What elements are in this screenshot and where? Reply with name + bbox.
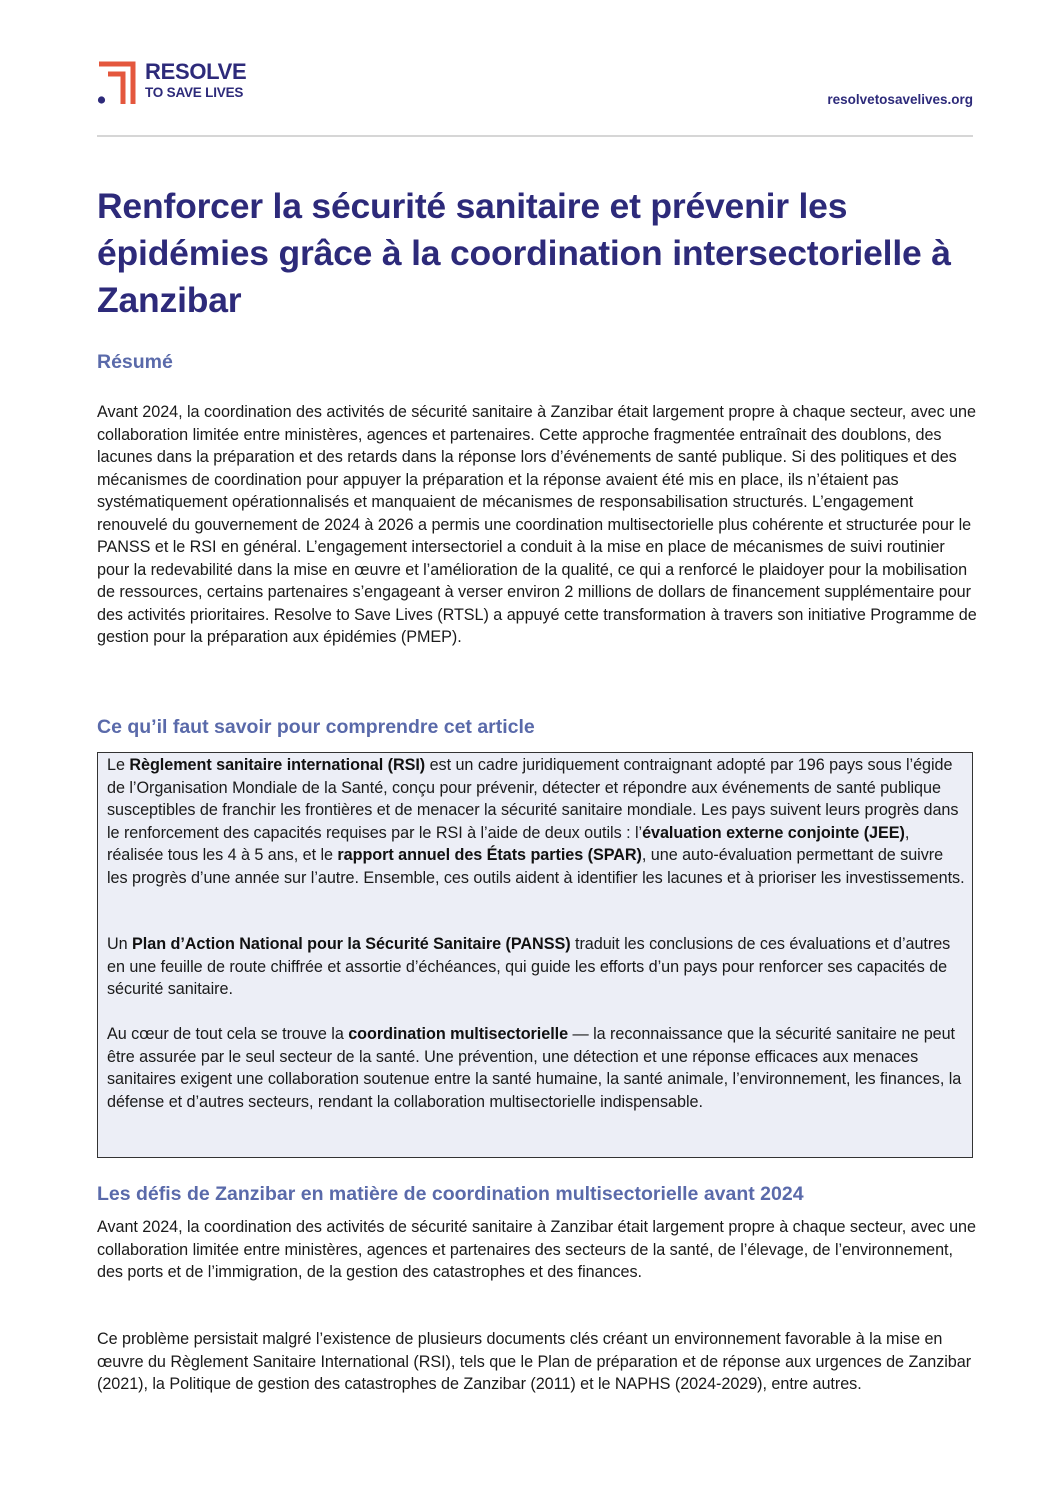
- text-run: Un: [107, 935, 133, 953]
- context-paragraph-panss: [107, 933, 967, 1001]
- challenges-paragraph-1: Avant 2024, la coordination des activités de sécurité sanitaire à Zanzibar était largement propre à chaque secteur, avec une collaboration limitée entre ministères, agences et partenaires des secteurs de la santé, de l’élevage, de l’environnement, des ports et de l’immigration, de la gestion des catastrophes et des finances.: [97, 1218, 976, 1281]
- logo-line-2: TO SAVE LIVES: [145, 85, 244, 100]
- logo[interactable]: [97, 60, 257, 106]
- text-run: traduit les conclusions de ces évaluations et d’autres en une feuille de route chiffrée et assortie d’échéances, qui guide les efforts d’un pays pour renforcer ses capacités de sécurité sanitaire.: [107, 935, 951, 998]
- term-ihr: Règlement sanitaire international (RSI): [129, 756, 426, 774]
- logo-wordmark: [145, 61, 246, 100]
- text-run: Le: [107, 756, 130, 774]
- site-url-link[interactable]: resolvetosavelives.org: [827, 92, 973, 107]
- text-run: est un cadre juridiquement contraignant adopté par 196 pays sous l’égide de l’Organisation Mondiale de la Santé, conçu pour prévenir, détecter et répondre aux événements de santé publique susceptibles de franchir les frontières et de menacer la sécurité sanitaire mondiale. Les pays suivent leurs progrès dans le renforcement des capacités requises par le RSI à l’aide de deux outils : l’: [107, 756, 959, 842]
- logo-line-1: RESOLVE: [145, 59, 247, 84]
- summary-heading: Résumé: [97, 351, 173, 373]
- context-paragraph-coordination: [107, 1023, 967, 1113]
- resolve-logo-icon: [97, 60, 137, 106]
- text-run: , réalisée tous les 4 à 5 ans, et le: [107, 823, 910, 864]
- term-spar: rapport annuel des États parties (SPAR): [337, 846, 642, 864]
- challenges-heading: Les défis de Zanzibar en matière de coordination multisectorielle avant 2024: [97, 1183, 804, 1205]
- context-paragraph-ihr: [107, 754, 967, 889]
- page-title: Renforcer la sécurité sanitaire et prévenir les épidémies grâce à la coordination intersectorielle à Zanzibar: [97, 186, 951, 320]
- text-run: — la reconnaissance que la sécurité sanitaire ne peut être assurée par le seul secteur de la santé. Une prévention, une détection et une réponse efficaces aux menaces sanitaires exigent une collaboration soutenue entre la santé humaine, la santé animale, l’environnement, les finances, la défense et d’autres secteurs, rendant la collaboration multisectorielle indispensable.: [107, 1025, 962, 1111]
- summary-paragraph: Avant 2024, la coordination des activités de sécurité sanitaire à Zanzibar était largement propre à chaque secteur, avec une collaboration limitée entre ministères, agences et partenaires. Cette approche fragmentée entraînait des doublons, des lacunes dans la préparation et des retards dans la réponse lors d’événements de santé publique. Si des politiques et des mécanismes de coordination pour appuyer la préparation et la réponse avaient été mis en place, ils n’étaient pas systématiquement opérationnalisés et manquaient de mécanismes de responsabilisation structurés. L’engagement renouvelé du gouvernement de 2024 à 2026 a permis une coordination multisectorielle plus cohérente et structurée pour le PANSS et le RSI en général. L’engagement intersectoriel a conduit à la mise en place de mécanismes de suivi routinier pour la redevabilité dans la mise en œuvre et l’amélioration de la qualité, ce qui a renforcé le plaidoyer pour la mobilisation de ressources, certains partenaires s’engageant à verser environ 2 millions de dollars de financement supplémentaire pour des activités prioritaires. Resolve to Save Lives (RTSL) a appuyé cette transformation à travers son initiative Programme de gestion pour la préparation aux épidémies (PMEP).: [97, 403, 977, 646]
- text-run: , une auto-évaluation permettant de suivre les progrès d’une année sur l’autre. Ensemble, ces outils aident à identifier les lacunes et à prioriser les investissements.: [107, 846, 965, 887]
- text-run: Au cœur de tout cela se trouve la: [107, 1025, 349, 1043]
- header-divider: [97, 135, 973, 137]
- term-panss: Plan d’Action National pour la Sécurité Sanitaire (PANSS): [132, 935, 571, 953]
- term-multisectoral-coordination: coordination multisectorielle: [348, 1025, 569, 1043]
- context-heading: Ce qu’il faut savoir pour comprendre cet article: [97, 716, 535, 738]
- challenges-paragraph-2: Ce problème persistait malgré l’existence de plusieurs documents clés créant un environnement favorable à la mise en œuvre du Règlement Sanitaire International (RSI), tels que le Plan de préparation et de réponse aux urgences de Zanzibar (2021), la Politique de gestion des catastrophes de Zanzibar (2011) et le NAPHS (2024-2029), entre autres.: [97, 1330, 972, 1393]
- term-jee: évaluation externe conjointe (JEE): [642, 823, 905, 842]
- context-box: [97, 752, 973, 1158]
